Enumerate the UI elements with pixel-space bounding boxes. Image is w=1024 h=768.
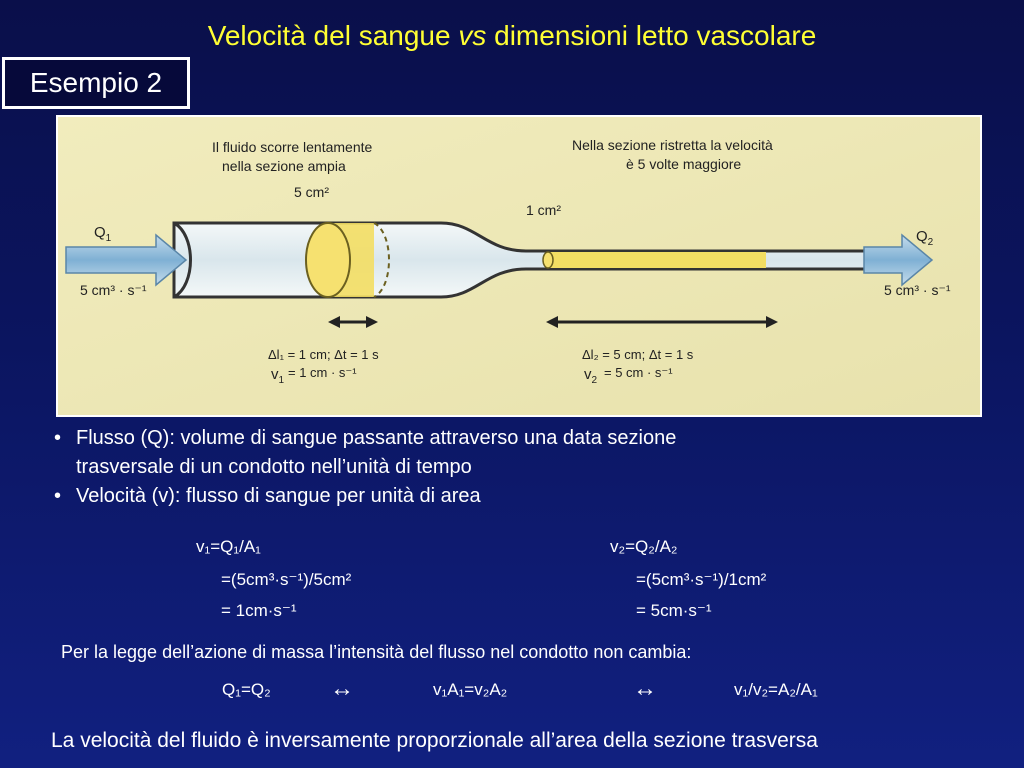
example-label: Esempio 2 bbox=[29, 67, 163, 98]
relation-ratio: v₁/v₂=A₂/A₁ bbox=[734, 680, 818, 699]
bullet-velocity bbox=[50, 482, 990, 511]
v1-label: $v_1$ bbox=[271, 366, 285, 386]
equivalence-arrow-1: ↔ bbox=[330, 675, 354, 702]
v2-label: $v_2$ bbox=[584, 366, 598, 386]
left-caption-line1: Il fluido scorre lentamente bbox=[212, 139, 373, 155]
right-caption-line2: è 5 volte maggiore bbox=[626, 156, 742, 172]
delta-left-line1: Δl₁ = 1 cm; Δt = 1 s bbox=[268, 347, 379, 362]
title-italic: vs bbox=[458, 20, 487, 51]
vessel-diagram-svg bbox=[56, 115, 982, 417]
definition-list bbox=[50, 424, 990, 511]
delta-right-line1: Δl₂ = 5 cm; Δt = 1 s bbox=[582, 347, 694, 362]
bullet-flow-line1: • Flusso (Q): volume di sangue passante attraverso una data sezione bbox=[76, 427, 677, 449]
title-part2: dimensioni letto vascolare bbox=[486, 20, 817, 51]
example-label-box bbox=[2, 57, 190, 109]
equivalence-arrow-2: ↔ bbox=[633, 675, 657, 702]
delta-right-line2: = 5 cm · s⁻¹ bbox=[604, 365, 673, 380]
eq-right-3: = 5cm·s⁻¹ bbox=[636, 601, 712, 620]
eq-right-2: =(5cm³·s⁻¹)/1cm² bbox=[636, 570, 767, 589]
relation-continuity: v₁A₁=v₂A₂ bbox=[433, 680, 508, 699]
relation-flow: Q₁=Q₂ bbox=[222, 680, 271, 699]
eq-right-1: v₂=Q₂/A₂ bbox=[610, 537, 678, 556]
narrow-slice-front bbox=[543, 252, 553, 268]
flow-left-label: 5 cm³ · s⁻¹ bbox=[80, 282, 147, 298]
right-area-label: 1 cm² bbox=[526, 202, 561, 218]
eq-left-2: =(5cm³·s⁻¹)/5cm² bbox=[221, 570, 352, 589]
conclusion-text: La velocità del fluido è inversamente proporzionale all’area della sezione trasversa bbox=[51, 729, 818, 752]
left-caption-line2: nella sezione ampia bbox=[222, 158, 346, 174]
vessel-diagram bbox=[56, 115, 982, 417]
bullet-flow-line2: trasversale di un condotto nell’unità di tempo bbox=[76, 456, 472, 478]
slide-title bbox=[0, 20, 1024, 52]
eq-left-1: v₁=Q₁/A₁ bbox=[196, 537, 261, 556]
mass-law-note: Per la legge dell’azione di massa l’intensità del flusso nel condotto non cambia: bbox=[61, 642, 692, 662]
left-area-label: 5 cm² bbox=[294, 184, 329, 200]
eq-left-3: = 1cm·s⁻¹ bbox=[221, 601, 297, 620]
q-right-label: $Q_2$ bbox=[916, 228, 934, 248]
delta-left-line2: = 1 cm · s⁻¹ bbox=[288, 365, 357, 380]
title-part1: Velocità del sangue bbox=[207, 20, 459, 51]
right-caption-line1: Nella sezione ristretta la velocità bbox=[572, 137, 773, 153]
q-left-label: $Q_1$ bbox=[94, 224, 112, 244]
bullet-velocity-line1: • Velocità (v): flusso di sangue per unità di area bbox=[76, 485, 481, 507]
narrow-slice-body bbox=[548, 252, 766, 268]
flow-right-label: 5 cm³ · s⁻¹ bbox=[884, 282, 951, 298]
wide-slice-front bbox=[306, 223, 350, 297]
bullet-flow bbox=[50, 424, 990, 482]
